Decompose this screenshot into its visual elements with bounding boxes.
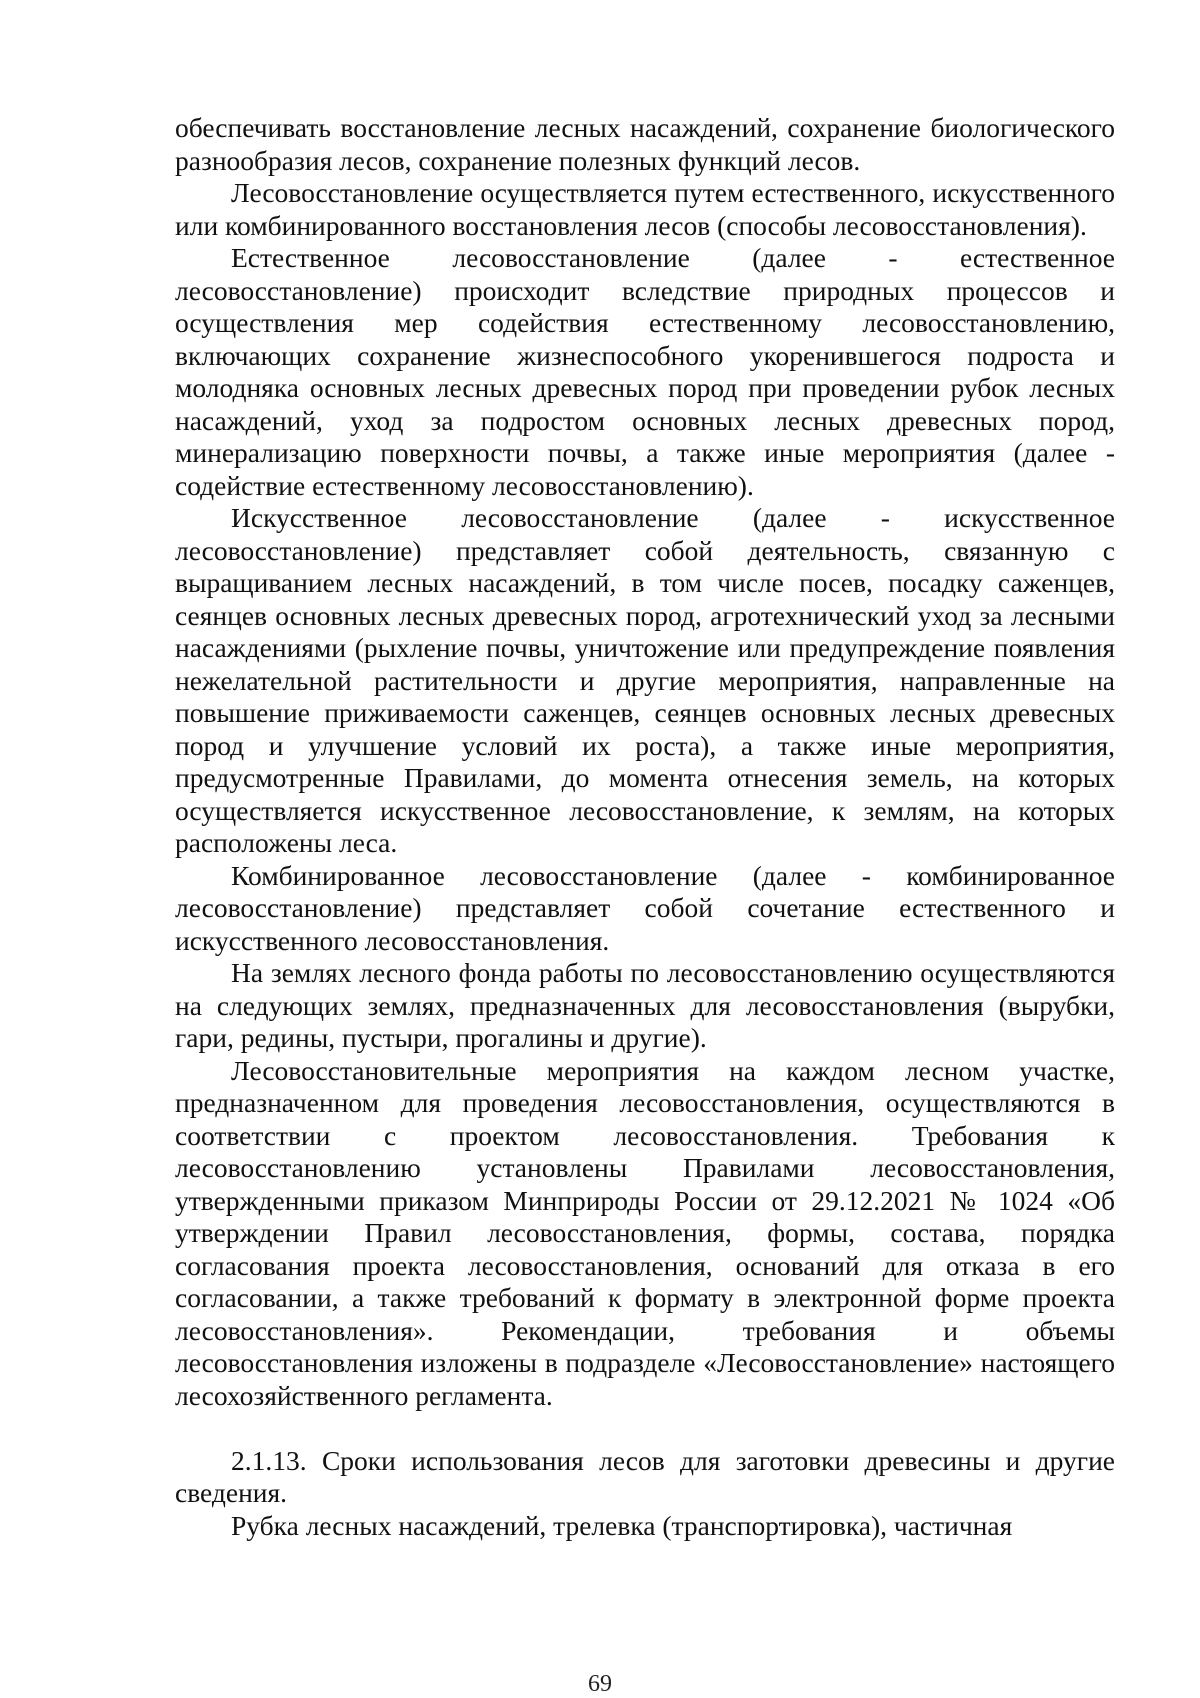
paragraph-forest-fund-lands: На землях лесного фонда работы по лесовосстановлению осуществляются на следующих землях, предназначенных для лесовосстановления (вырубки, гари, редины, пустыри, прогалины и другие). bbox=[175, 957, 1115, 1053]
page-number: 69 bbox=[588, 1671, 612, 1697]
paragraph-natural-reforestation: Естественное лесовосстановление (далее - естественное лесовосстановление) происходит вследствие природных процессов и осуществления мер содействия естественному лесовосстановлению, включающих сохранение жизнеспособного укоренившегося подроста и молодняка основных лесных древесных пород при проведении рубок лесных насаждений, уход за подростом основных лесных древесных пород, минерализацию поверхности почвы, а также иные мероприятия (далее - содействие естественному лесовосстановлению). bbox=[175, 242, 1115, 501]
paragraph-combined-reforestation: Комбинированное лесовосстановление (далее - комбинированное лесовосстановление) представляет собой сочетание естественного и искусственного лесовосстановления. bbox=[175, 859, 1115, 956]
paragraph-reforestation-methods: Лесовосстановление осуществляется путем естественного, искусственного или комбинированного восстановления лесов (способы лесовосстановления). bbox=[175, 177, 1115, 241]
paragraph-logging: Рубка лесных насаждений, трелевка (транспортировка), частичная bbox=[231, 1509, 1013, 1541]
paragraph-continuation: обеспечивать восстановление лесных насаждений, сохранение биологического разнообразия лесов, сохранение полезных функций лесов. bbox=[175, 112, 1115, 176]
section-heading: 2.1.13. Сроки использования лесов для заготовки древесины и другие сведения. bbox=[175, 1444, 1115, 1508]
document-body bbox=[175, 112, 1115, 1542]
paragraph-reforestation-measures: Лесовосстановительные мероприятия на каждом лесном участке, предназначенном для проведения лесовосстановления, осуществляются в соответствии с проектом лесовосстановления. Требования к лесовосстановлению установлены Правилами лесовосстановления, утвержденными приказом Минприроды России от 29.12.2021 № 1024 «Об утверждении Правил лесовосстановления, формы, состава, порядка согласования проекта лесовосстановления, оснований для отказа в его согласовании, а также требований к формату в электронной форме проекта лесовосстановления». Рекомендации, требования и объемы лесовосстановления изложены в подразделе «Лесовосстановление» настоящего лесохозяйственного регламента. bbox=[175, 1054, 1115, 1411]
paragraph-artificial-reforestation: Искусственное лесовосстановление (далее - искусственное лесовосстановление) представляет собой деятельность, связанную с выращиванием лесных насаждений, в том числе посев, посадку саженцев, сеянцев основных лесных древесных пород, агротехнический уход за лесными насаждениями (рыхление почвы, уничтожение или предупреждение появления нежелательной растительности и другие мероприятия, направленные на повышение приживаемости саженцев, сеянцев основных лесных древесных пород и улучшение условий их роста), а также иные мероприятия, предусмотренные Правилами, до момента отнесения земель, на которых осуществляется искусственное лесовосстановление, к землям, на которых расположены леса. bbox=[175, 502, 1115, 858]
